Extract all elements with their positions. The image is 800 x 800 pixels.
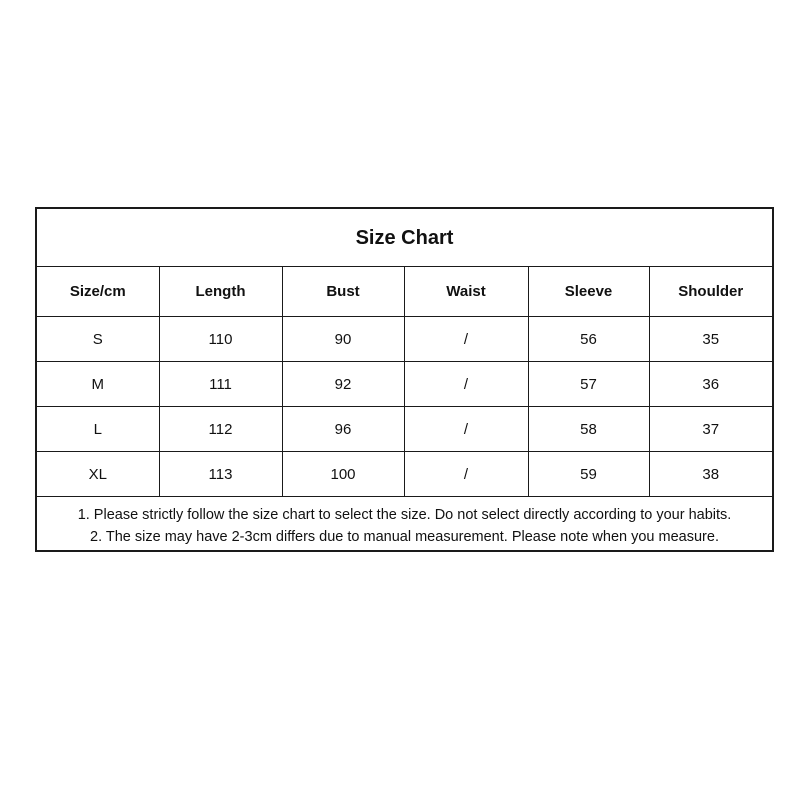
header-row [37, 267, 772, 317]
table-cell: 100 [282, 452, 404, 497]
table-cell: S [37, 317, 159, 362]
table-row [37, 407, 772, 452]
table-cell: 113 [159, 452, 282, 497]
table-cell: 59 [528, 452, 649, 497]
table-cell: / [404, 452, 528, 497]
chart-title: Size Chart [37, 209, 772, 267]
table-cell: 111 [159, 362, 282, 407]
table-row [37, 362, 772, 407]
size-notes [37, 497, 772, 548]
table-cell: 38 [649, 452, 772, 497]
table-row [37, 452, 772, 497]
table-cell: 112 [159, 407, 282, 452]
table-cell: 110 [159, 317, 282, 362]
size-chart [35, 207, 774, 552]
table-row [37, 317, 772, 362]
column-header-length: Length [159, 267, 282, 317]
table-cell: / [404, 407, 528, 452]
table-cell: XL [37, 452, 159, 497]
table-cell: 37 [649, 407, 772, 452]
table-cell: 90 [282, 317, 404, 362]
table-cell: 57 [528, 362, 649, 407]
table-cell: 92 [282, 362, 404, 407]
column-header-shoulder: Shoulder [649, 267, 772, 317]
note-line: 2. The size may have 2-3cm differs due to manual measurement. Please note when you measure. [90, 529, 719, 545]
table-cell: 96 [282, 407, 404, 452]
table-cell: / [404, 317, 528, 362]
table-cell: 36 [649, 362, 772, 407]
note-line: 1. Please strictly follow the size chart to select the size. Do not select directly according to your habits. [77, 507, 732, 523]
column-header-bust: Bust [282, 267, 404, 317]
column-header-sleeve: Sleeve [528, 267, 649, 317]
size-table [37, 267, 772, 497]
table-cell: 35 [649, 317, 772, 362]
column-header-waist: Waist [404, 267, 528, 317]
table-cell: / [404, 362, 528, 407]
table-cell: M [37, 362, 159, 407]
column-header-size: Size/cm [37, 267, 159, 317]
table-cell: 58 [528, 407, 649, 452]
table-cell: L [37, 407, 159, 452]
table-cell: 56 [528, 317, 649, 362]
